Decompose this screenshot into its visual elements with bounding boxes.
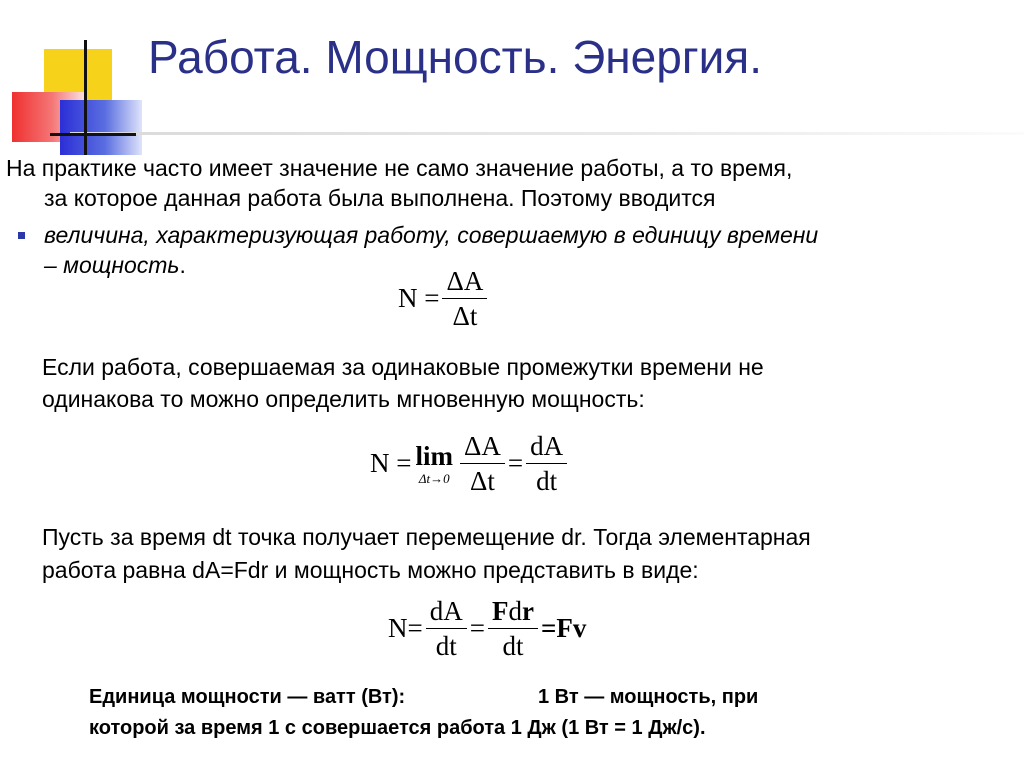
formula3-fraction-1 (426, 596, 467, 661)
formula3-equals: = (469, 613, 485, 643)
intro-line-1: На практике часто имеет значение не само значение работы, а то время, (6, 155, 793, 181)
formula2-denominator-2: dt (536, 466, 558, 496)
formula2-equals: = (507, 448, 524, 478)
formula3-force-symbol: F (491, 596, 509, 626)
paragraph2-line-1: Если работа, совершаемая за одинаковые промежутки времени не (42, 354, 764, 380)
formula2-numerator-1: ΔA (460, 431, 505, 464)
bullet-line-2 (44, 250, 186, 280)
bullet-line-2-text: – мощность (44, 252, 180, 278)
formula2-limit (415, 442, 453, 486)
bullet-marker-icon (18, 232, 25, 239)
bullet-line-1: величина, характеризующая работу, совершаемую в единицу времени (44, 222, 819, 248)
formula1-lhs: N = (398, 283, 440, 313)
formula3-numerator-1: dA (426, 596, 467, 629)
unit-note-line-1a: Единица мощности — ватт (Вт): (89, 686, 406, 708)
decor-blue-block (60, 100, 142, 155)
intro-line-2: за которое данная работа была выполнена. Поэтому вводится (44, 185, 716, 211)
formula1-fraction (442, 266, 487, 331)
formula2-lim-word: lim (415, 440, 453, 471)
bullet-line-2-period: . (179, 252, 186, 278)
formula2-lim-subscript: Δt→0 (418, 470, 450, 486)
paragraph3-line-2: работа равна dA=Fdr и мощность можно представить в виде: (42, 557, 699, 583)
formula3-numerator-2 (488, 596, 538, 629)
formula2-denominator-1: Δt (469, 466, 495, 496)
formula3-fraction-2 (488, 596, 538, 661)
decor-horizontal-line (50, 133, 136, 136)
formula2-fraction-2 (526, 431, 567, 496)
formula3-d-symbol: d (508, 596, 522, 626)
formula3-r-symbol: r (521, 596, 534, 626)
formula2-fraction-1 (460, 431, 505, 496)
formula2-lhs: N = (370, 448, 412, 478)
title-underline (70, 132, 1024, 135)
paragraph2-line-2: одинакова то можно определить мгновенную мощность: (42, 386, 645, 412)
unit-note-line-1b: 1 Вт — мощность, при (538, 686, 759, 708)
formula3-lhs: N= (388, 613, 423, 643)
formula2-numerator-2: dA (526, 431, 567, 464)
formula-power-instant (370, 431, 570, 496)
formula3-denominator-1: dt (435, 631, 457, 661)
formula-power-force-velocity (388, 596, 586, 661)
formula3-rhs: =Fv (540, 613, 587, 643)
page-title: Работа. Мощность. Энергия. (148, 31, 762, 83)
formula3-denominator-2: dt (502, 631, 524, 661)
paragraph3-line-1: Пусть за время dt точка получает перемещение dr. Тогда элементарная (42, 524, 811, 550)
formula-power-average (398, 266, 490, 331)
formula1-denominator: Δt (452, 301, 478, 331)
formula1-numerator: ΔA (442, 266, 487, 299)
decor-vertical-line (84, 40, 87, 155)
unit-note-line-2: которой за время 1 с совершается работа 1 Дж (1 Вт = 1 Дж/с). (89, 717, 706, 739)
